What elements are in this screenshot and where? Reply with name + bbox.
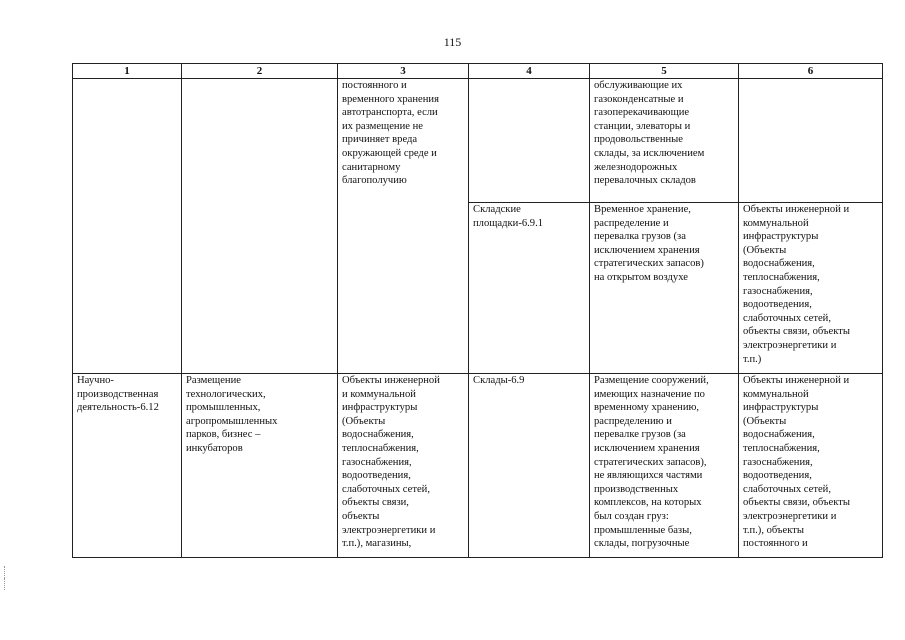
table-cell: Склады-6.9 [469, 374, 590, 558]
table-cell: Объекты инженерной и коммунальной инфраструктуры (Объекты водоснабжения, теплоснабжения, газоснабжения, водоотведения, слаботочных сетей, объекты связи, объекты электроэнергетики и т.п.) [739, 203, 883, 374]
table-cell: обслуживающие их газоконденсатные и газоперекачивающие станции, элеваторы и продовольственные склады, за исключением железнодорожных перевалочных складов [590, 79, 739, 203]
table-cell [73, 79, 182, 374]
table-cell [739, 79, 883, 203]
header-row [73, 64, 883, 79]
table-row [73, 79, 883, 203]
header-cell: 4 [469, 64, 590, 79]
table-cell: Размещение технологических, промышленных, агропромышленных парков, бизнес – инкубаторов [182, 374, 338, 558]
header-cell: 6 [739, 64, 883, 79]
table-cell: Временное хранение, распределение и перевалка грузов (за исключением хранения стратегических запасов) на открытом воздухе [590, 203, 739, 374]
land-use-table [72, 63, 883, 558]
table-cell: Размещение сооружений, имеющих назначение по временному хранению, распределению и перевалке грузов (за исключением хранения стратегических запасов), не являющихся частями производственных комплексов, на которых был создан груз: промышленные базы, склады, погрузочные [590, 374, 739, 558]
table-cell: Складские площадки-6.9.1 [469, 203, 590, 374]
table-cell: Объекты инженерной и коммунальной инфраструктуры (Объекты водоснабжения, теплоснабжения, газоснабжения, водоотведения, слаботочных сетей, объекты связи, объекты электроэнергетики и т.п.), объекты постоянного и [739, 374, 883, 558]
header-cell: 5 [590, 64, 739, 79]
header-cell: 3 [338, 64, 469, 79]
header-cell: 1 [73, 64, 182, 79]
table-row [73, 374, 883, 558]
table-cell [469, 79, 590, 203]
margin-mark [4, 578, 7, 590]
table-cell: Научно- производственная деятельность-6.12 [73, 374, 182, 558]
table-cell: Объекты инженерной и коммунальной инфраструктуры (Объекты водоснабжения, теплоснабжения, газоснабжения, водоотведения, слаботочных сетей, объекты связи, объекты электроэнергетики и т.п.), магазины, [338, 374, 469, 558]
table-cell [182, 79, 338, 374]
page-number: 115 [443, 35, 462, 49]
header-cell: 2 [182, 64, 338, 79]
margin-mark [4, 566, 7, 578]
table-cell: постоянного и временного хранения автотранспорта, если их размещение не причиняет вреда окружающей среде и санитарному благополучию [338, 79, 469, 374]
